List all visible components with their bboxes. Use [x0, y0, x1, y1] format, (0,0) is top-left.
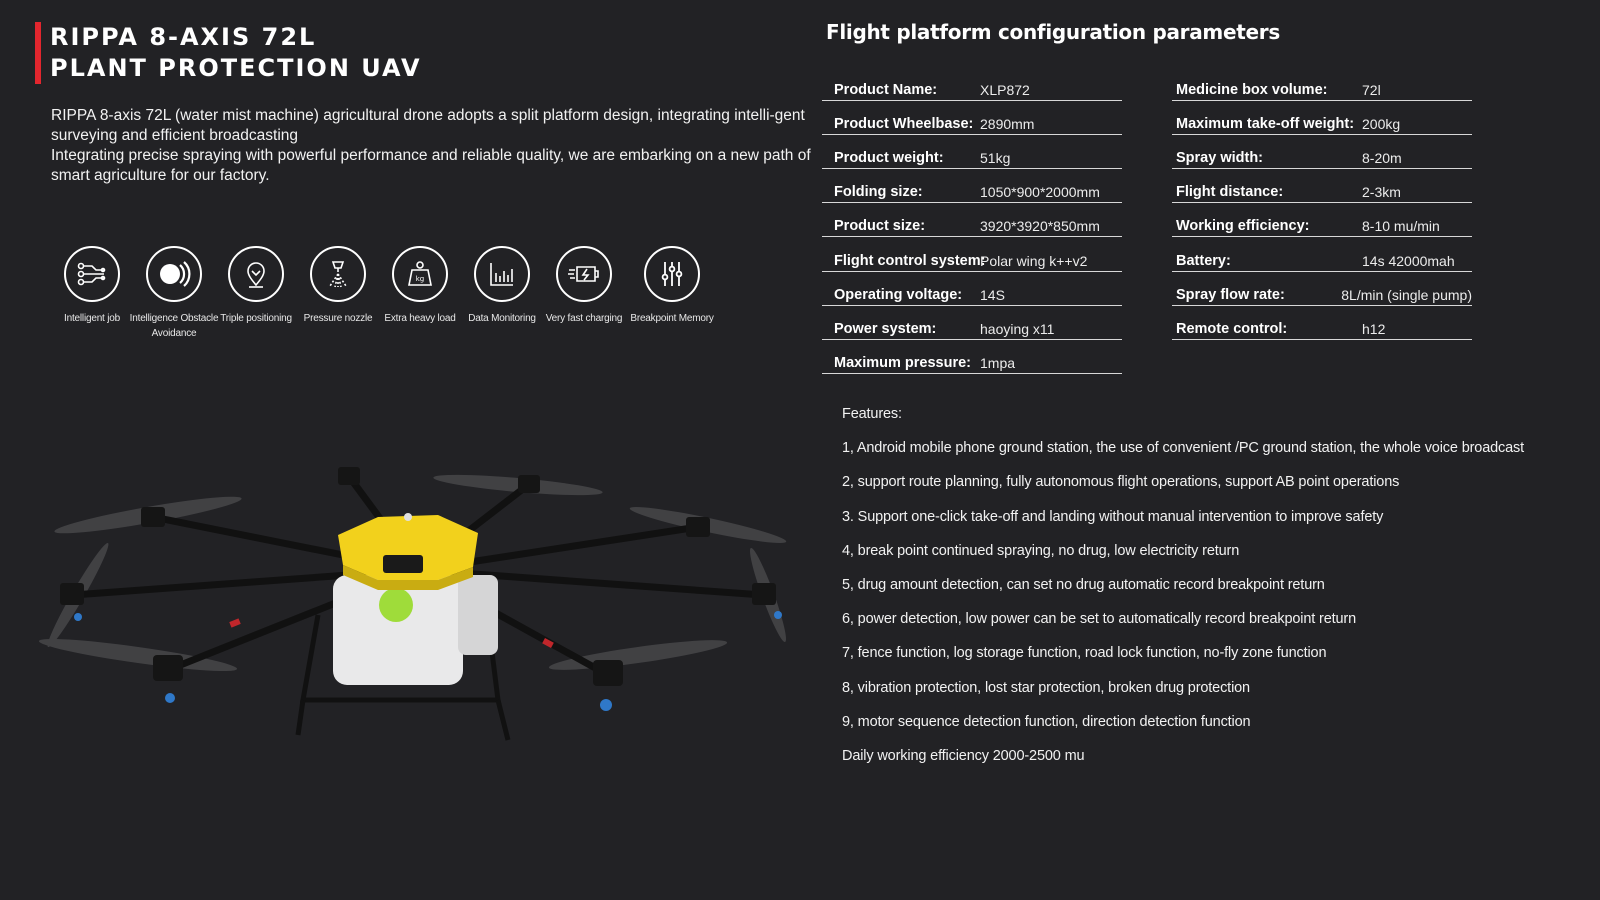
spec-label: Spray flow rate: [1176, 286, 1285, 303]
feature-label: Extra heavy load [384, 313, 456, 324]
feature-label: Breakpoint Memory [630, 313, 714, 324]
feature-item: Daily working efficiency 2000-2500 mu [842, 747, 1085, 764]
spec-value: 14s 42000mah [1362, 252, 1455, 269]
feature-item: 3. Support one-click take-off and landing without manual intervention to improve safety [842, 508, 1384, 525]
spec-label: Operating voltage: [834, 286, 963, 303]
spec-value: 14S [980, 286, 1005, 303]
radar-icon [146, 246, 202, 302]
nozzle-icon [310, 246, 366, 302]
spec-label: Flight distance: [1176, 184, 1284, 201]
spec-label: Flight control system: [834, 252, 986, 269]
spec-value: 1050*900*2000mm [980, 184, 1100, 201]
feature-label: Very fast charging [545, 313, 623, 324]
spec-label: Product Name: [834, 81, 938, 98]
feature-label: Pressure nozzle [303, 313, 373, 324]
spec-row [1172, 239, 1472, 272]
spec-label: Power system: [834, 320, 937, 337]
feature-label: Intelligent job [64, 313, 120, 324]
spec-section-title: Flight platform configuration parameters [826, 20, 1280, 44]
feature-data-monitoring [457, 246, 547, 326]
spec-table-right [1172, 68, 1472, 342]
spec-row [822, 171, 1122, 204]
spec-value: 2890mm [980, 115, 1035, 132]
svg-text:kg: kg [415, 275, 425, 283]
features-list [842, 404, 1582, 780]
feature-item: 5, drug amount detection, can set no drug automatic record breakpoint return [842, 576, 1325, 593]
feature-intelligent-job [47, 246, 137, 326]
spec-table-left [822, 68, 1122, 376]
spec-label: Maximum pressure: [834, 355, 971, 372]
spec-value: haoying x11 [980, 320, 1055, 337]
feature-label: Triple positioning [220, 313, 292, 324]
spec-label: Battery: [1176, 252, 1231, 269]
spec-label: Product weight: [834, 149, 944, 166]
spec-label: Spray width: [1176, 149, 1264, 166]
spec-label: Product Wheelbase: [834, 115, 974, 132]
feature-icon-row [55, 246, 735, 346]
spec-value: h12 [1362, 320, 1386, 337]
title-line-2: PLANT PROTECTION UAV [50, 54, 422, 82]
feature-pressure-nozzle [293, 246, 383, 326]
spec-value: 2-3km [1362, 184, 1401, 201]
feature-item: 8, vibration protection, lost star protection, broken drug protection [842, 679, 1250, 696]
spec-value: XLP872 [980, 81, 1030, 98]
spec-label: Medicine box volume: [1176, 81, 1328, 98]
spec-row [822, 273, 1122, 306]
spec-value: 1mpa [980, 355, 1016, 372]
circuit-icon [64, 246, 120, 302]
spec-label: Folding size: [834, 184, 923, 201]
spec-row [1172, 307, 1472, 340]
spec-value: 8-20m [1362, 149, 1402, 166]
feature-item: 2, support route planning, fully autonomous flight operations, support AB point operations [842, 474, 1400, 491]
spec-label: Product size: [834, 218, 926, 235]
sliders-icon [644, 246, 700, 302]
spec-row [1172, 68, 1472, 101]
spec-row [822, 239, 1122, 272]
spec-row [822, 205, 1122, 238]
spec-value: Polar wing k++v2 [980, 252, 1088, 269]
bar-chart-icon [474, 246, 530, 302]
spec-row [822, 136, 1122, 169]
feature-item: 4, break point continued spraying, no drug, low electricity return [842, 542, 1240, 559]
spec-label: Maximum take-off weight: [1176, 115, 1355, 132]
intro-text [51, 106, 819, 186]
spec-label: Working efficiency: [1176, 218, 1310, 235]
feature-item: 7, fence function, log storage function, road lock function, no-fly zone function [842, 645, 1327, 662]
spec-row [822, 307, 1122, 340]
features-heading: Features: [842, 406, 902, 422]
spec-value: 3920*3920*850mm [980, 218, 1100, 235]
spec-row [822, 102, 1122, 135]
spec-row [1172, 136, 1472, 169]
spec-value: 200kg [1362, 115, 1401, 132]
spec-value: 51kg [980, 149, 1011, 166]
weight-icon [392, 246, 448, 302]
feature-obstacle-avoidance [129, 246, 219, 341]
intro-paragraph-2: Integrating precise spraying with powerful performance and reliable quality, we are embarking on a new path of smart agriculture for our factory. [51, 147, 811, 184]
spec-row [1172, 205, 1472, 238]
feature-fast-charging [539, 246, 629, 326]
feature-triple-positioning [211, 246, 301, 326]
drone-image [18, 455, 808, 770]
spec-row [1172, 171, 1472, 204]
spec-row [822, 68, 1122, 101]
charging-icon [556, 246, 612, 302]
feature-extra-heavy-load [375, 246, 465, 326]
spec-label: Remote control: [1176, 320, 1288, 337]
feature-item: 6, power detection, low power can be set to automatically record breakpoint return [842, 611, 1357, 628]
feature-item: 1, Android mobile phone ground station, the use of convenient /PC ground station, the whole voice broadcast [842, 440, 1525, 457]
feature-label: Intelligence Obstacle Avoidance [129, 313, 219, 339]
spec-row [1172, 273, 1472, 306]
title-line-1: RIPPA 8-AXIS 72L [50, 23, 317, 51]
spec-row [1172, 102, 1472, 135]
spec-row [822, 342, 1122, 375]
page-title [35, 22, 422, 84]
spec-value: 72l [1362, 81, 1381, 98]
spec-value: 8L/min (single pump) [1341, 286, 1472, 303]
feature-label: Data Monitoring [468, 313, 536, 324]
location-pin-icon [228, 246, 284, 302]
feature-breakpoint-memory [621, 246, 723, 326]
intro-paragraph-1: RIPPA 8-axis 72L (water mist machine) agricultural drone adopts a split platform design, integrating intelli-gent surveying and efficient broadcasting [51, 107, 805, 144]
feature-item: 9, motor sequence detection function, direction detection function [842, 713, 1251, 730]
spec-value: 8-10 mu/min [1362, 218, 1440, 235]
